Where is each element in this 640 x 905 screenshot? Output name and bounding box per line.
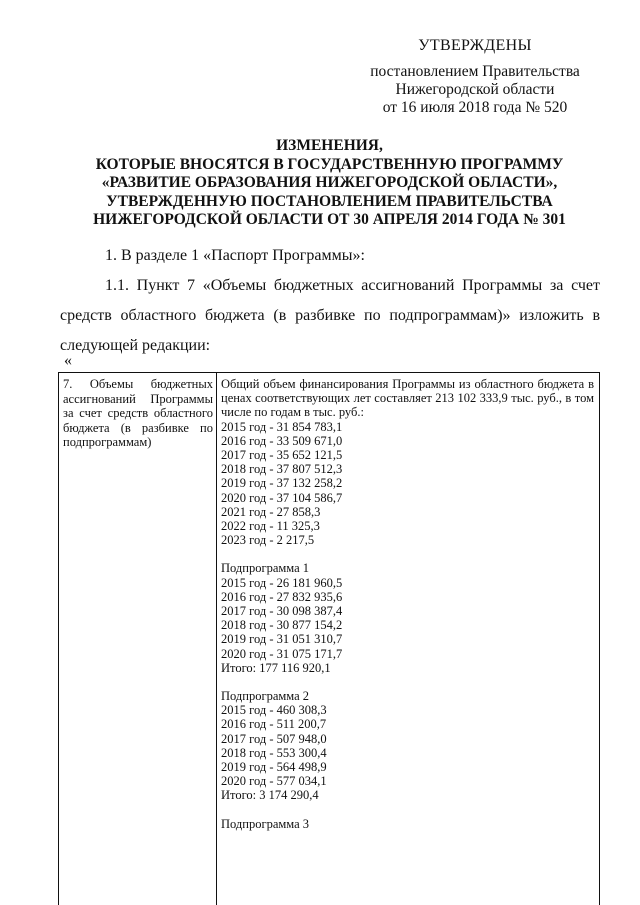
year-line: 2015 год - 460 308,3 (221, 703, 327, 718)
spacer (221, 547, 594, 561)
year-line: 2018 год - 30 877 154,2 (221, 618, 343, 633)
spacer (221, 803, 594, 817)
subprogram-2-total: Итого: 3 174 290,4 (221, 788, 319, 803)
year-line: 2016 год - 511 200,7 (221, 717, 327, 732)
year-line: 2020 год - 37 104 586,7 (221, 490, 343, 505)
paragraph-1: 1. В разделе 1 «Паспорт Программы»: (105, 247, 365, 264)
year-line: 2020 год - 577 034,1 (221, 774, 327, 789)
subprogram-3-title: Подпрограмма 3 (221, 816, 310, 831)
year-line: 2017 год - 35 652 121,5 (221, 448, 343, 463)
year-line: 2019 год - 31 051 310,7 (221, 632, 343, 647)
subprogram-1-title: Подпрограмма 1 (221, 561, 310, 576)
opening-quote: « (64, 352, 72, 369)
approval-line: Нижегородской области (395, 81, 555, 98)
year-line: 2015 год - 31 854 783,1 (221, 419, 343, 434)
year-line: 2023 год - 2 217,5 (221, 533, 315, 548)
year-line: 2015 год - 26 181 960,5 (221, 575, 343, 590)
passport-table (58, 372, 600, 905)
year-line: 2017 год - 507 948,0 (221, 731, 327, 746)
approval-line: от 16 июля 2018 года № 520 (382, 99, 568, 116)
year-line: 2022 год - 11 325,3 (221, 519, 320, 534)
approval-title: УТВЕРЖДЕНЫ (418, 37, 532, 54)
year-line: 2017 год - 30 098 387,4 (221, 604, 343, 619)
year-line: 2020 год - 31 075 171,7 (221, 646, 343, 661)
document-title (62, 137, 597, 230)
year-line: 2018 год - 553 300,4 (221, 745, 327, 760)
spacer (221, 675, 594, 689)
total-funding-text: Общий объем финансирования Программы из областного бюджета в ценах соответствующих лет составляет 213 102 333,9 тыс. руб., в том числе по годам в тыс. руб.: (221, 377, 594, 420)
year-line: 2021 год - 27 858,3 (221, 504, 321, 519)
year-line: 2016 год - 27 832 935,6 (221, 589, 343, 604)
table-left-cell: 7. Объемы бюджетных ассигнований Программы за счет средств областного бюджета (в разбивке по подпрограммам) (63, 377, 213, 449)
title-line: «РАЗВИТИЕ ОБРАЗОВАНИЯ НИЖЕГОРОДСКОЙ ОБЛАСТИ», (101, 174, 558, 191)
approval-block (355, 63, 595, 117)
year-line: 2019 год - 37 132 258,2 (221, 476, 343, 491)
title-line: КОТОРЫЕ ВНОСЯТСЯ В ГОСУДАРСТВЕННУЮ ПРОГРАММУ (95, 155, 564, 173)
column-divider (216, 373, 217, 905)
title-line: НИЖЕГОРОДСКОЙ ОБЛАСТИ ОТ 30 АПРЕЛЯ 2014 ГОДА № 301 (93, 211, 566, 228)
table-right-cell (221, 377, 594, 831)
approval-line: постановлением Правительства (370, 63, 580, 80)
subprogram-2-title: Подпрограмма 2 (221, 689, 310, 704)
title-line: УТВЕРЖДЕННУЮ ПОСТАНОВЛЕНИЕМ ПРАВИТЕЛЬСТВА (106, 192, 553, 210)
year-line: 2019 год - 564 498,9 (221, 760, 327, 775)
year-line: 2016 год - 33 509 671,0 (221, 433, 343, 448)
subprogram-1-total: Итого: 177 116 920,1 (221, 660, 331, 675)
year-line: 2018 год - 37 807 512,3 (221, 462, 343, 477)
title-line: ИЗМЕНЕНИЯ, (276, 137, 383, 154)
paragraph-1-1: 1.1. Пункт 7 «Объемы бюджетных ассигнований Программы за счет средств областного бюджета (в разбивке по подпрограммам)» изложить в следующей редакции: (60, 277, 600, 354)
